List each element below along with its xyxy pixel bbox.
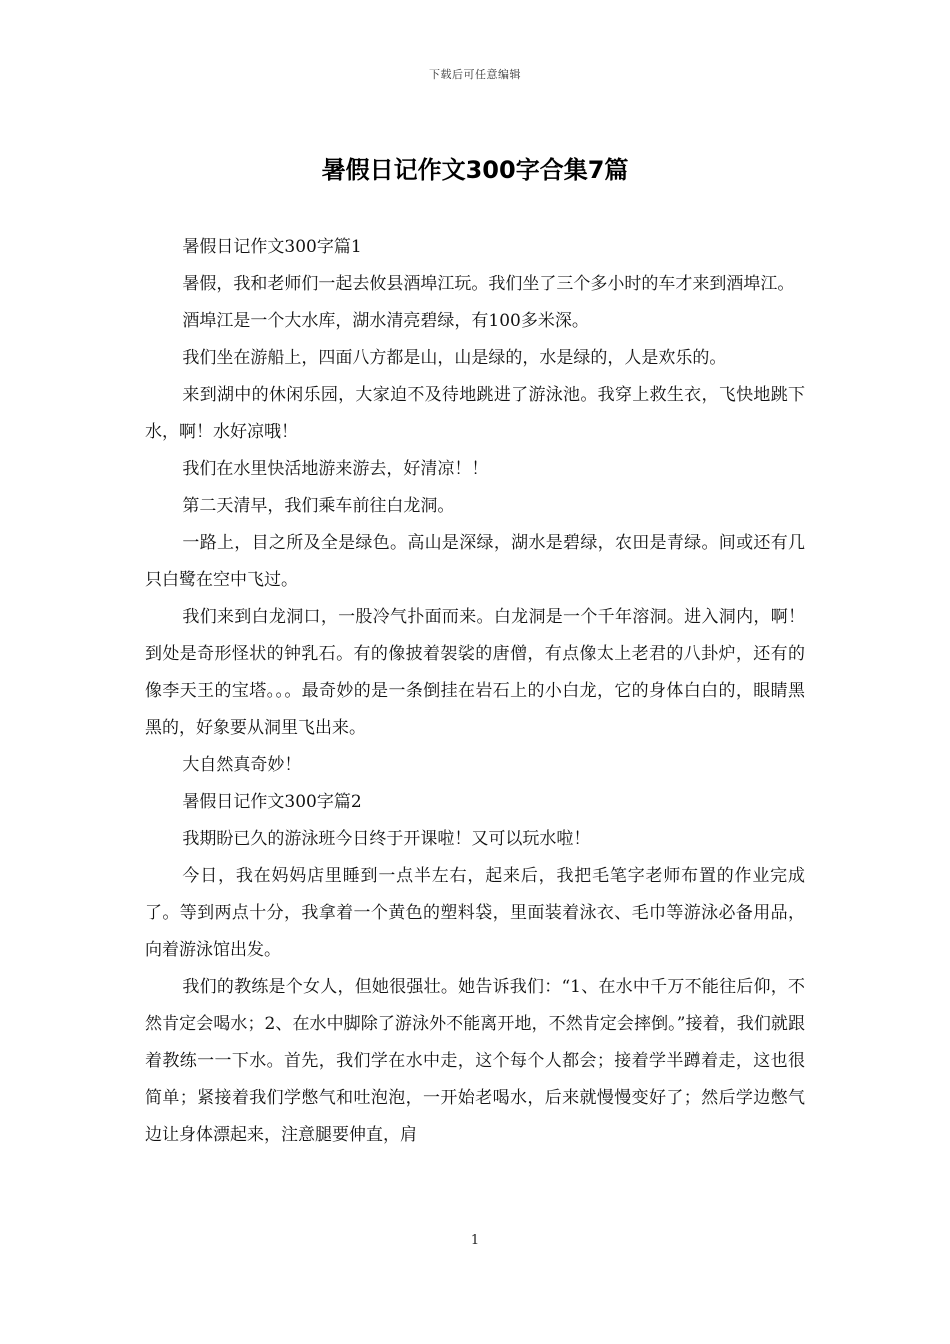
paragraph: 我们坐在游船上，四面八方都是山，山是绿的，水是绿的，人是欢乐的。 [182,348,727,368]
document-title: 暑假日记作文300字合集7篇 [321,156,629,184]
paragraph: 暑假，我和老师们一起去攸县酒埠江玩。我们坐了三个多小时的车才来到酒埠江。 [182,274,795,294]
paragraph: 我们来到白龙洞口，一股冷气扑面而来。白龙洞是一个千年溶洞。进入洞内，啊！到处是奇形怪状的钟乳石。有的像披着袈裟的唐僧，有点像太上老君的八卦炉，还有的像李天王的宝塔。。。最奇妙的是一条倒挂在岩石上的小白龙，它的身体白白的，眼睛黑黑的，好象要从洞里飞出来。 [145,607,805,738]
document-body [145,229,805,1154]
page-number: 1 [470,1233,480,1248]
section-heading-1: 暑假日记作文300字篇1 [182,237,362,257]
paragraph: 我们的教练是个女人，但她很强壮。她告诉我们：“1、在水中千万不能往后仰，不然肯定会喝水；2、在水中脚除了游泳外不能离开地，不然肯定会摔倒。”接着，我们就跟着教练一一下水。首先，我们学在水中走，这个每个人都会；接着学半蹲着走，这也很简单；紧接着我们学憋气和吐泡泡，一开始老喝水，后来就慢慢变好了；然后学边憋气边让身体漂起来，注意腿要伸直，肩 [145,977,805,1145]
paragraph: 我们在水里快活地游来游去，好清凉！！ [182,459,489,479]
paragraph: 我期盼已久的游泳班今日终于开课啦！又可以玩水啦！ [182,829,591,849]
paragraph: 来到湖中的休闲乐园，大家迫不及待地跳进了游泳池。我穿上救生衣，飞快地跳下水，啊！水好凉哦！ [145,385,805,442]
paragraph: 今日，我在妈妈店里睡到一点半左右，起来后，我把毛笔字老师布置的作业完成了。等到两点十分，我拿着一个黄色的塑料袋，里面装着泳衣、毛巾等游泳必备用品，向着游泳馆出发。 [145,866,805,960]
paragraph: 酒埠江是一个大水库，湖水清亮碧绿，有100多米深。 [182,311,589,331]
paragraph: 一路上，目之所及全是绿色。高山是深绿，湖水是碧绿，农田是青绿。间或还有几只白鹭在空中飞过。 [145,533,805,590]
section-heading-2: 暑假日记作文300字篇2 [182,792,362,812]
header-note: 下载后可任意编辑 [429,68,521,81]
paragraph: 大自然真奇妙！ [182,755,302,775]
paragraph: 第二天清早，我们乘车前往白龙洞。 [182,496,455,516]
